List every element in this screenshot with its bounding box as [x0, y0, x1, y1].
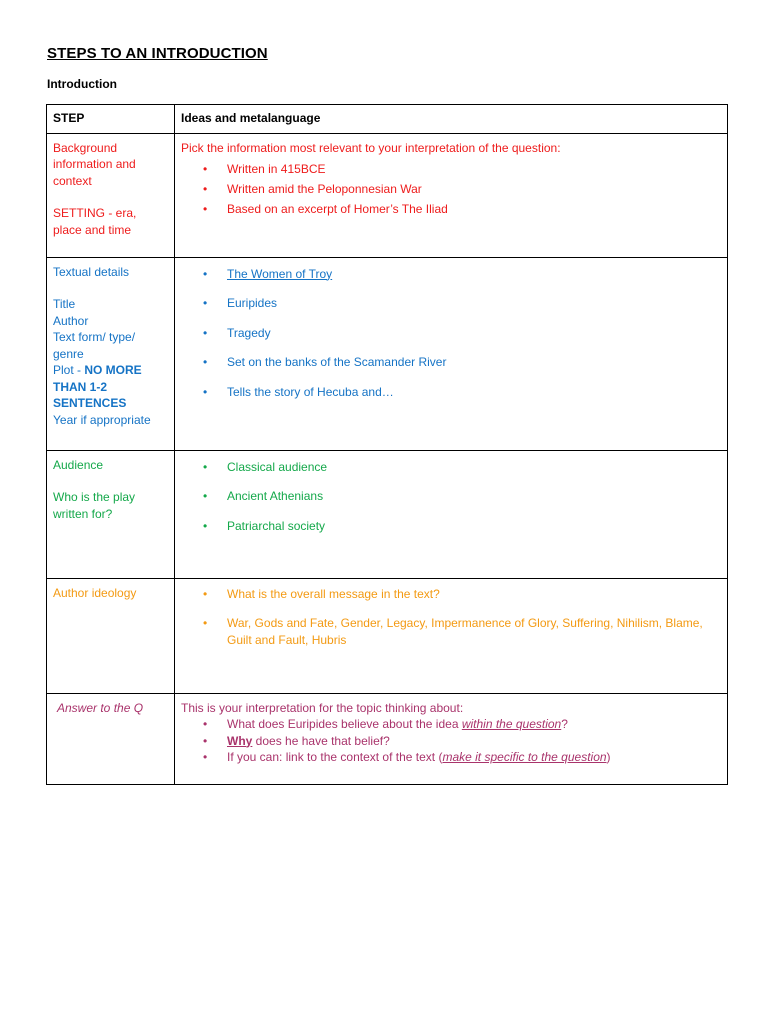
page-title: STEPS TO AN INTRODUCTION — [47, 45, 268, 62]
ideas-cell-audience — [175, 450, 728, 578]
list-item — [181, 266, 721, 283]
bullet-icon: • — [203, 182, 208, 196]
bullet-icon: • — [203, 459, 208, 474]
list-item: • War, Gods and Fate, Gender, Legacy, Impermanence of Glory, Suffering, Nihilism, Blame, Guilt and Fault, Hubris — [203, 616, 703, 647]
list-item: • Euripides — [203, 296, 278, 310]
header-step: STEP — [47, 105, 175, 134]
table-row-audience — [47, 450, 728, 578]
list-item: • Based on an excerpt of Homer’s The Iliad — [181, 199, 721, 219]
bullet-icon: • — [203, 162, 208, 176]
section-subtitle: Introduction — [47, 77, 117, 91]
bullet-icon: • — [203, 325, 208, 340]
step-text: Textual details — [53, 264, 130, 279]
table-row-answer — [47, 693, 728, 784]
bullet-icon: • — [203, 586, 208, 601]
emphasis-text: NO MORE THAN 1-2 SENTENCES — [53, 363, 142, 410]
emphasis-text: Why — [227, 733, 253, 748]
ideas-cell-author-ideology — [175, 578, 728, 693]
list-item: • Tragedy — [203, 325, 271, 340]
bullet-icon: • — [203, 733, 208, 748]
ideas-cell-textual-details — [175, 257, 728, 450]
bullet-icon: • — [203, 296, 208, 310]
step-text: Who is the play written for? — [53, 490, 136, 521]
list-item: • Patriarchal society — [203, 518, 326, 533]
list-item: • Classical audience — [203, 459, 328, 474]
table-row-background — [47, 133, 728, 257]
header-ideas: Ideas and metalanguage — [175, 105, 728, 134]
step-text: Year if appropriate — [53, 412, 151, 427]
step-cell-answer — [47, 693, 175, 784]
list-item: • Why does he have that belief? — [203, 733, 390, 748]
step-cell-textual-details — [47, 257, 175, 450]
step-cell-background — [47, 133, 175, 257]
list-item: • Ancient Athenians — [203, 489, 324, 503]
introduction-steps-table — [46, 104, 728, 785]
step-text: Title — [53, 297, 76, 311]
step-text: SETTING - era, place and time — [53, 206, 137, 237]
list-item: • Written in 415BCE — [181, 159, 721, 179]
ideas-cell-answer — [175, 693, 728, 784]
text-title-link[interactable]: The Women of Troy — [227, 266, 333, 281]
emphasis-text: make it specific to the question — [442, 750, 607, 764]
list-item: • Set on the banks of the Scamander River — [203, 355, 447, 369]
bullet-icon: • — [203, 202, 208, 216]
ideas-cell-background — [175, 133, 728, 257]
ideas-intro: Pick the information most relevant to your interpretation of the question: — [181, 140, 561, 155]
list-item: • Tells the story of Hecuba and… — [203, 384, 394, 399]
bullet-icon: • — [203, 384, 208, 399]
step-text: Text form/ type/ genre — [53, 330, 136, 361]
step-cell-author-ideology — [47, 578, 175, 693]
bullet-icon: • — [203, 750, 208, 764]
step-text: Author — [53, 313, 89, 328]
list-item: • What is the overall message in the text? — [203, 586, 440, 601]
bullet-icon: • — [203, 518, 208, 533]
table-row-textual-details — [47, 257, 728, 450]
step-text: Answer to the Q — [57, 700, 144, 715]
step-text: Author ideology — [53, 585, 137, 600]
bullet-icon: • — [203, 489, 208, 503]
list-item: • If you can: link to the context of the text (make it specific to the question) — [203, 750, 611, 764]
table-header-row — [47, 105, 728, 134]
step-text: Audience — [53, 457, 104, 472]
bullet-icon: • — [203, 717, 208, 731]
bullet-icon: • — [203, 355, 208, 369]
ideas-intro: This is your interpretation for the topic thinking about: — [181, 700, 464, 715]
table-row-author-ideology — [47, 578, 728, 693]
emphasis-text: within the question — [461, 717, 562, 731]
step-text: Background information and context — [53, 140, 136, 188]
list-item: • What does Euripides believe about the idea within the question? — [203, 717, 568, 731]
step-cell-audience — [47, 450, 175, 578]
list-item: • Written amid the Peloponnesian War — [181, 179, 721, 199]
bullet-icon: • — [203, 266, 208, 281]
bullet-icon: • — [203, 616, 208, 630]
step-text: Plot - NO MORE THAN 1-2 SENTENCES — [53, 363, 142, 410]
